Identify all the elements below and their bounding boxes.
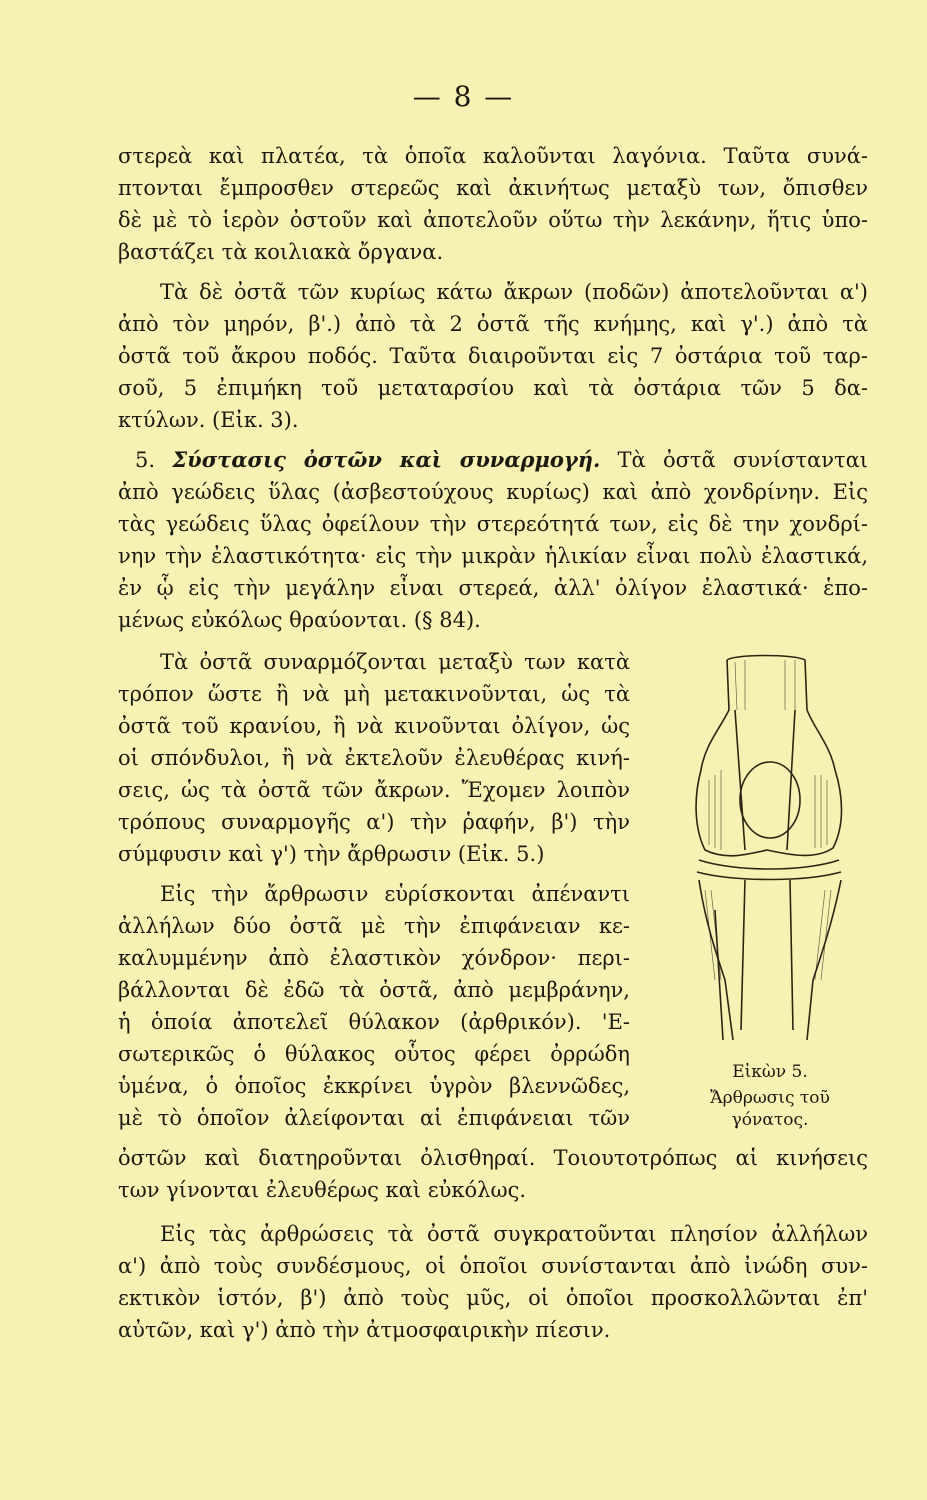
text-line: αὐτῶν, καὶ γ') ἀπὸ τὴν ἀτμοσφαιρικὴν πίεσιν. [118, 1318, 611, 1342]
text-line: καλυμμένην ἀπὸ ἐλαστικὸν χόνδρον· περι- [118, 946, 630, 970]
text-line: τρόπους συναρμογῆς α') τὴν ῥαφήν, β') τὴν [118, 810, 630, 834]
text-line: σύμφυσιν καὶ γ') τὴν ἄρθρωσιν (Εἰκ. 5.) [118, 842, 545, 866]
figure-label: Εἰκὼν 5. [732, 1062, 808, 1082]
text-line: σωτερικῶς ὁ θύλακος οὗτος φέρει ὀρρώδη [118, 1042, 630, 1066]
text-line: βαστάζει τὰ κοιλιακὰ ὄργανα. [118, 240, 444, 264]
text-line: οἱ σπόνδυλοι, ἢ νὰ ἐκτελοῦν ἐλευθέρας κινή- [118, 746, 630, 770]
text-line: ὀστᾶ τοῦ κρανίου, ἢ νὰ κινοῦνται ὀλίγον, ὡς [118, 714, 630, 738]
text-line: ἀπὸ γεώδεις ὕλας (ἀσβεστούχους κυρίως) καὶ ἀπὸ χονδρίνην. Εἰς [118, 480, 868, 504]
text-line: σεις, ὡς τὰ ὀστᾶ τῶν ἄκρων. Ἔχομεν λοιπὸν [118, 778, 630, 802]
text-line: Εἰς τὰς ἀρθρώσεις τὰ ὀστᾶ συγκρατοῦνται πλησίον ἀλλήλων [160, 1222, 868, 1246]
section-heading: Σύστασις ὀστῶν καὶ συναρμογή. [172, 447, 601, 472]
text-line: ὑμένα, ὁ ὁποῖος ἐκκρίνει ὑγρὸν βλεννῶδες, [118, 1074, 630, 1098]
text-line: ἀλλήλων δύο ὀστᾶ μὲ τὴν ἐπιφάνειαν κε- [118, 914, 630, 938]
page-number: — 8 — [412, 80, 515, 113]
text-line: κτύλων. (Εἰκ. 3). [118, 408, 299, 432]
text-line: νην τὴν ἐλαστικότητα· εἰς τὴν μικρὰν ἡλικίαν εἶναι πολὺ ἐλαστικά, [118, 544, 868, 568]
text-line: στερεὰ καὶ πλατέα, τὰ ὁποῖα καλοῦνται λαγόνια. Ταῦτα συνά- [118, 144, 868, 168]
text-line: βάλλονται δὲ ἐδῶ τὰ ὀστᾶ, ἀπὸ μεμβράνην, [118, 978, 630, 1002]
text-fragment: Τὰ ὀστᾶ συνίστανται [617, 448, 868, 472]
text-line: ἡ ὁποία ἀποτελεῖ θύλακον (ἀρθρικόν). 'Ε- [118, 1010, 630, 1034]
text-line: δὲ μὲ τὸ ἱερὸν ὀστοῦν καὶ ἀποτελοῦν οὕτω τὴν λεκάνην, ἥτις ὑπο- [118, 208, 868, 232]
knee-joint-illustration [675, 650, 860, 1050]
text-line: μὲ τὸ ὁποῖον ἀλείφονται αἱ ἐπιφάνειαι τῶν [118, 1106, 630, 1130]
text-line: Εἰς τὴν ἄρθρωσιν εὑρίσκονται ἀπέναντι [160, 882, 630, 906]
text-line: πτονται ἔμπροσθεν στερεῶς καὶ ἀκινήτως μεταξὺ των, ὄπισθεν [118, 176, 868, 200]
text-line: Τὰ δὲ ὀστᾶ τῶν κυρίως κάτω ἄκρων (ποδῶν) ἀποτελοῦνται α') [160, 280, 868, 304]
text-line: ὀστᾶ τοῦ ἄκρου ποδός. Ταῦτα διαιροῦνται εἰς 7 ὀστάρια τοῦ ταρ- [118, 344, 868, 368]
text-line: των γίνονται ἐλευθέρως καὶ εὐκόλως. [118, 1178, 527, 1202]
text-line: ἀπὸ τὸν μηρόν, β'.) ἀπὸ τὰ 2 ὀστᾶ τῆς κνήμης, καὶ γ'.) ἀπὸ τὰ [118, 312, 868, 336]
text-line: εκτικὸν ἱστόν, β') ἀπὸ τοὺς μῦς, οἱ ὁποῖοι προσκολλῶνται ἐπ' [118, 1286, 868, 1310]
figure-caption: Ἄρθρωσις τοῦ [710, 1088, 830, 1108]
text-line: μένως εὐκόλως θραύονται. (§ 84). [118, 608, 481, 632]
section-number: 5. [135, 448, 156, 472]
text-line: Τὰ ὀστᾶ συναρμόζονται μεταξὺ των κατὰ [160, 650, 630, 674]
text-line: τὰς γεώδεις ὕλας ὀφείλουν τὴν στερεότητά των, εἰς δὲ την χονδρί- [118, 512, 868, 536]
section-heading-line [135, 444, 868, 476]
text-line: ἐν ᾧ εἰς τὴν μεγάλην εἶναι στερεά, ἀλλ' ὀλίγον ἐλαστικά· ἑπο- [118, 576, 868, 600]
text-line: ὀστῶν καὶ διατηροῦνται ὀλισθηραί. Τοιουτοτρόπως αἱ κινήσεις [118, 1146, 868, 1170]
text-line: σοῦ, 5 ἐπιμήκη τοῦ μεταταρσίου καὶ τὰ ὀστάρια τῶν 5 δα- [118, 376, 868, 400]
figure-caption: γόνατος. [731, 1110, 809, 1130]
text-line: α') ἀπὸ τοὺς συνδέσμους, οἱ ὁποῖοι συνίστανται ἀπὸ ἰνώδη συν- [118, 1254, 868, 1278]
text-line: τρόπον ὥστε ἢ νὰ μὴ μετακινοῦνται, ὡς τὰ [118, 682, 630, 706]
